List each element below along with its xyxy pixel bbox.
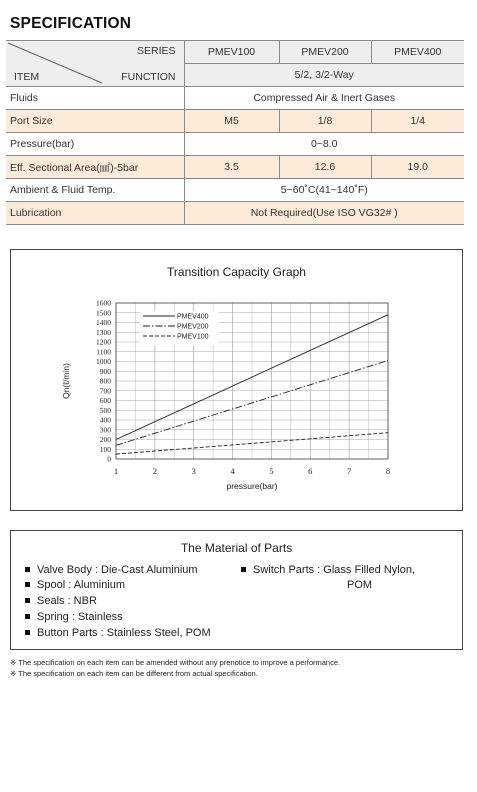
page-title: SPECIFICATION <box>10 15 132 32</box>
row-value: 12.6 <box>279 156 371 179</box>
bullet-icon <box>241 567 246 572</box>
spec-row-pressure <box>6 133 464 156</box>
function-value: 5/2, 3/2-Way <box>184 64 464 87</box>
x-tick-label: 6 <box>308 466 313 476</box>
bullet-icon <box>25 630 30 635</box>
spec-row-sectional-area <box>6 156 464 179</box>
legend-label: PMEV200 <box>177 323 209 331</box>
y-tick-label: 100 <box>99 444 111 454</box>
y-tick-label: 1400 <box>96 318 111 327</box>
row-label: Lubrication <box>6 202 184 225</box>
row-label: Port Size <box>6 110 184 133</box>
series-name: PMEV200 <box>279 41 371 64</box>
y-tick-label: 1500 <box>96 308 111 318</box>
row-value: 19.0 <box>371 156 464 179</box>
row-value: Not Required(Use ISO VG32# ) <box>184 202 464 225</box>
legend-label: PMEV400 <box>177 313 209 321</box>
header-item-label: ITEM <box>14 71 40 83</box>
row-value: 3.5 <box>184 156 279 179</box>
spec-table <box>6 40 464 225</box>
material-item-continuation: POM <box>347 579 373 591</box>
chart-title: Transition Capacity Graph <box>167 265 306 279</box>
bullet-icon <box>25 582 30 587</box>
row-value: 5~60˚C(41~140˚F) <box>184 179 464 202</box>
y-tick-label: 400 <box>99 415 111 425</box>
row-label: Eff. Sectional Area(㎟)-5bar <box>6 156 184 179</box>
y-axis-label: Qn(ℓ/min) <box>61 363 71 399</box>
x-tick-label: 2 <box>152 466 157 476</box>
x-axis-label: pressure(bar) <box>226 481 278 491</box>
bullet-icon <box>25 598 30 603</box>
bullet-icon <box>25 614 30 619</box>
y-tick-label: 1100 <box>96 347 111 357</box>
spec-row-fluids <box>6 87 464 110</box>
x-tick-label: 1 <box>113 466 119 476</box>
footnote: ※ The specification on each item can be different from actual specification. <box>10 669 258 678</box>
row-value: Compressed Air & Inert Gases <box>184 87 464 110</box>
header-corner-cell <box>6 41 184 87</box>
capacity-chart <box>11 250 462 510</box>
material-item: Seals : NBR <box>25 595 97 607</box>
material-item: Spool : Aluminium <box>25 579 125 591</box>
y-tick-label: 1300 <box>96 327 111 337</box>
material-item: Button Parts : Stainless Steel, POM <box>25 627 211 639</box>
material-item-switch-parts: Switch Parts : Glass Filled Nylon, <box>241 564 415 576</box>
x-tick-label: 3 <box>191 466 196 476</box>
row-label: Ambient & Fluid Temp. <box>6 179 184 202</box>
y-tick-label: 1200 <box>96 337 111 347</box>
row-label: Fluids <box>6 87 184 110</box>
header-series-label: SERIES <box>136 45 176 57</box>
row-label: Pressure(bar) <box>6 133 184 156</box>
header-function-label: FUNCTION <box>121 71 176 83</box>
row-value: 1/8 <box>279 110 371 133</box>
spec-row-lubrication <box>6 202 464 225</box>
materials-panel <box>10 530 463 650</box>
y-tick-label: 500 <box>99 405 111 415</box>
y-tick-label: 700 <box>99 386 111 396</box>
x-tick-label: 8 <box>385 466 391 476</box>
footnotes <box>10 657 340 679</box>
y-tick-label: 900 <box>99 366 111 376</box>
spec-row-port-size <box>6 110 464 133</box>
y-tick-label: 200 <box>99 435 111 444</box>
series-header-row <box>6 41 464 64</box>
y-tick-label: 600 <box>99 396 111 405</box>
material-item: Valve Body : Die-Cast Aluminium <box>25 564 198 576</box>
footnote: ※ The specification on each item can be amended without any prenotice to improve a performance. <box>10 658 341 667</box>
material-item: Spring : Stainless <box>25 611 123 623</box>
x-tick-label: 4 <box>230 466 235 476</box>
y-tick-label: 800 <box>99 376 111 386</box>
x-tick-label: 7 <box>347 466 352 476</box>
y-tick-label: 0 <box>107 454 111 464</box>
bullet-icon <box>25 567 30 572</box>
spec-row-temperature <box>6 179 464 202</box>
materials-title: The Material of Parts <box>180 541 293 555</box>
y-tick-label: 300 <box>99 425 111 435</box>
x-tick-label: 5 <box>269 466 274 476</box>
row-value: M5 <box>184 110 279 133</box>
y-tick-label: 1000 <box>96 357 111 366</box>
row-value: 0~8.0 <box>184 133 464 156</box>
series-name: PMEV400 <box>371 41 464 64</box>
series-name: PMEV100 <box>184 41 279 64</box>
y-tick-label: 1600 <box>96 298 111 308</box>
legend-label: PMEV100 <box>177 333 209 341</box>
row-value: 1/4 <box>371 110 464 133</box>
capacity-graph-panel <box>10 249 463 511</box>
